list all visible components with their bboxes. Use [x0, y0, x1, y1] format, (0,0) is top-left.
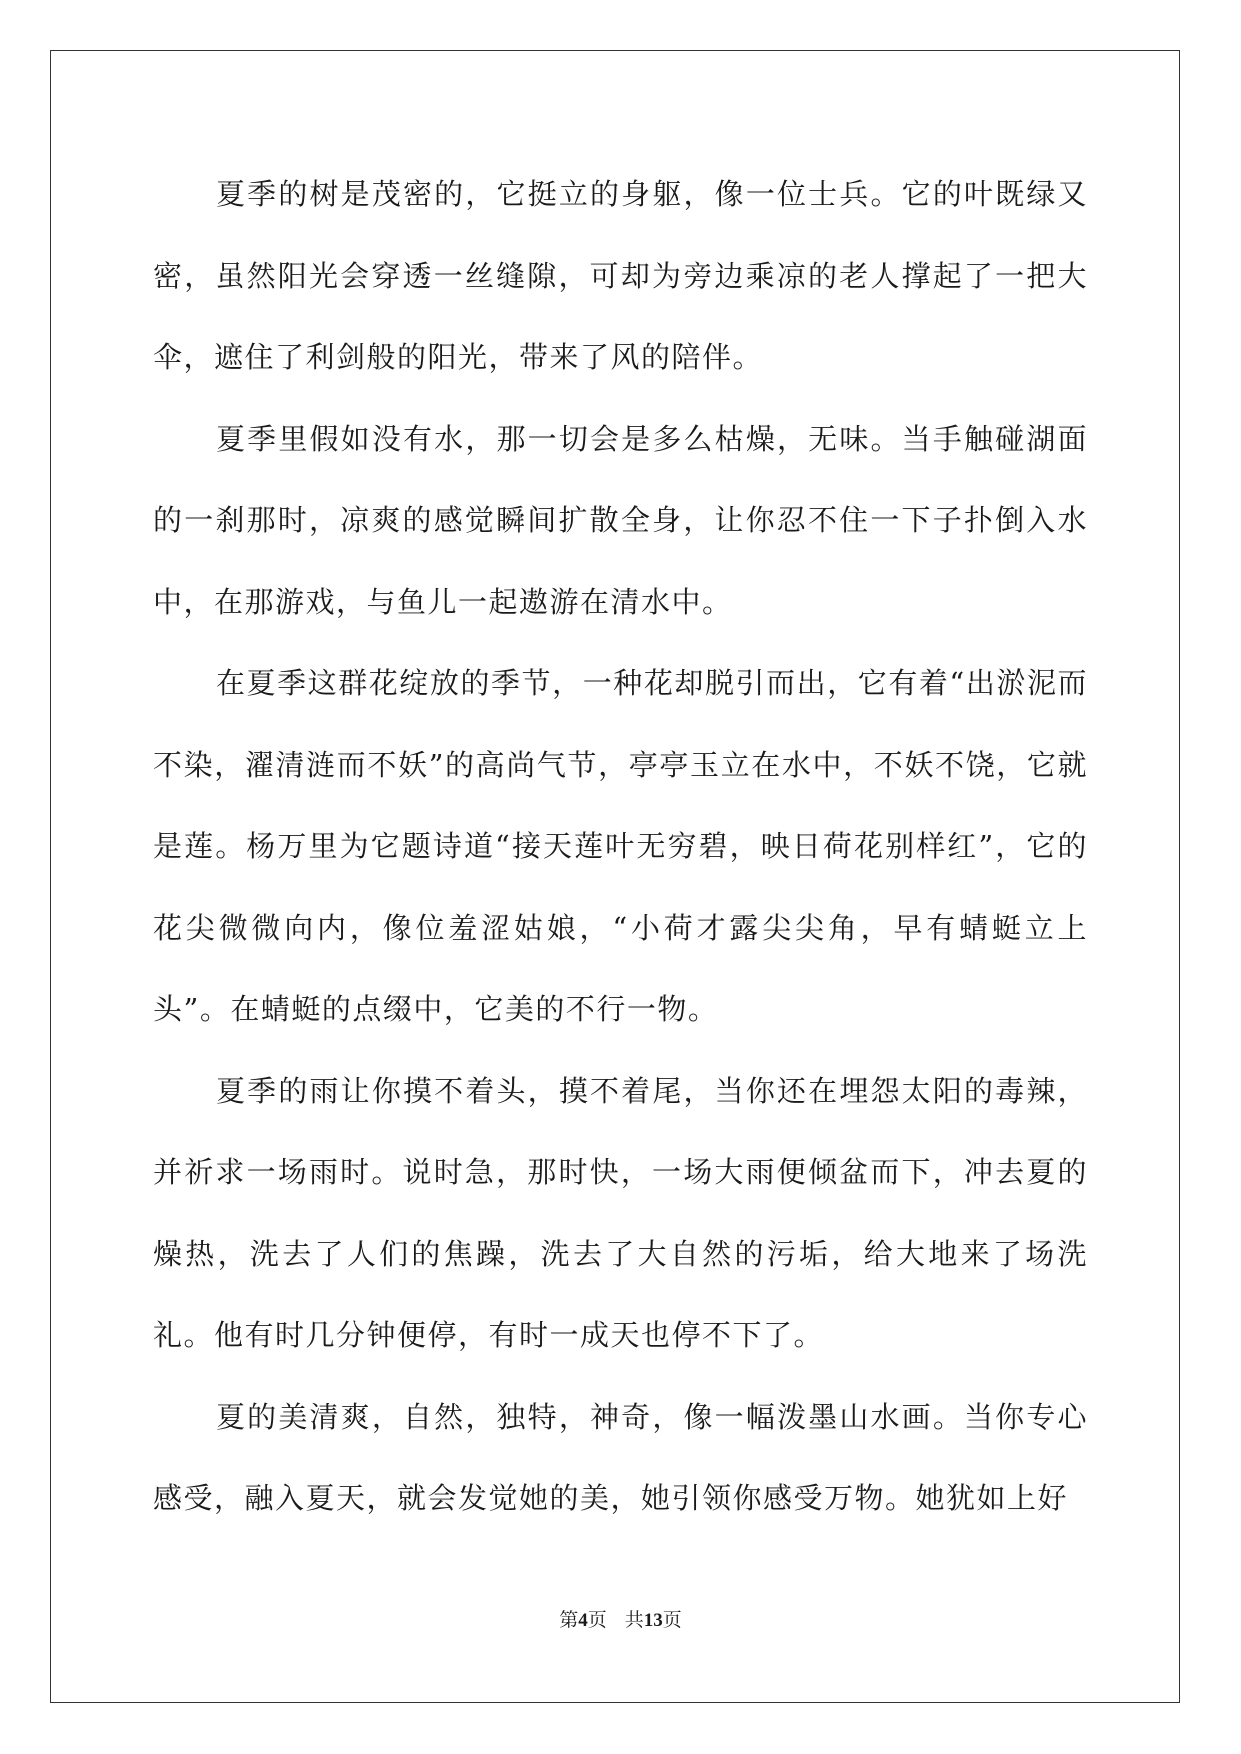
total-pages-number: 13	[643, 1610, 663, 1631]
page-number-prefix: 第	[559, 1610, 579, 1631]
paragraph: 夏季里假如没有水，那一切会是多么枯燥，无味。当手触碰湖面的一刹那时，凉爽的感觉瞬间扩散全身，让你忍不住一下子扑倒入水中，在那游戏，与鱼儿一起遨游在清水中。	[153, 421, 1088, 619]
current-page-number: 4	[578, 1610, 588, 1631]
total-pages-prefix: 共	[624, 1610, 644, 1631]
paragraph: 夏季的树是茂密的，它挺立的身躯，像一位士兵。它的叶既绿又密，虽然阳光会穿透一丝缝隙，可却为旁边乘凉的老人撑起了一把大伞，遮住了利剑般的阳光，带来了风的陪伴。	[153, 177, 1088, 374]
paragraph: 夏季的雨让你摸不着头，摸不着尾，当你还在埋怨太阳的毒辣，并祈求一场雨时。说时急，那时快，一场大雨便倾盆而下，冲去夏的燥热，洗去了人们的焦躁，洗去了大自然的污垢，给大地来了场洗礼。他有时几分钟便停，有时一成天也停不下了。	[153, 1073, 1088, 1352]
paragraph: 夏的美清爽，自然，独特，神奇，像一幅泼墨山水画。当你专心感受，融入夏天，就会发觉她的美，她引领你感受万物。她犹如上好	[153, 1399, 1088, 1515]
page-footer	[0, 1609, 1241, 1633]
paragraph: 在夏季这群花绽放的季节，一种花却脱引而出，它有着“出淤泥而不染，濯清涟而不妖”的高尚气节，亭亭玉立在水中，不妖不饶，它就是莲。杨万里为它题诗道“接天莲叶无穷碧，映日荷花别样红”，它的花尖微微向内，像位羞涩姑娘，“小荷才露尖尖角，早有蜻蜓立上头”。在蜻蜓的点缀中，它美的不行一物。	[153, 666, 1088, 1026]
document-body	[153, 154, 1088, 1540]
total-pages-suffix: 页	[662, 1610, 682, 1631]
page-number-suffix: 页	[587, 1610, 607, 1631]
